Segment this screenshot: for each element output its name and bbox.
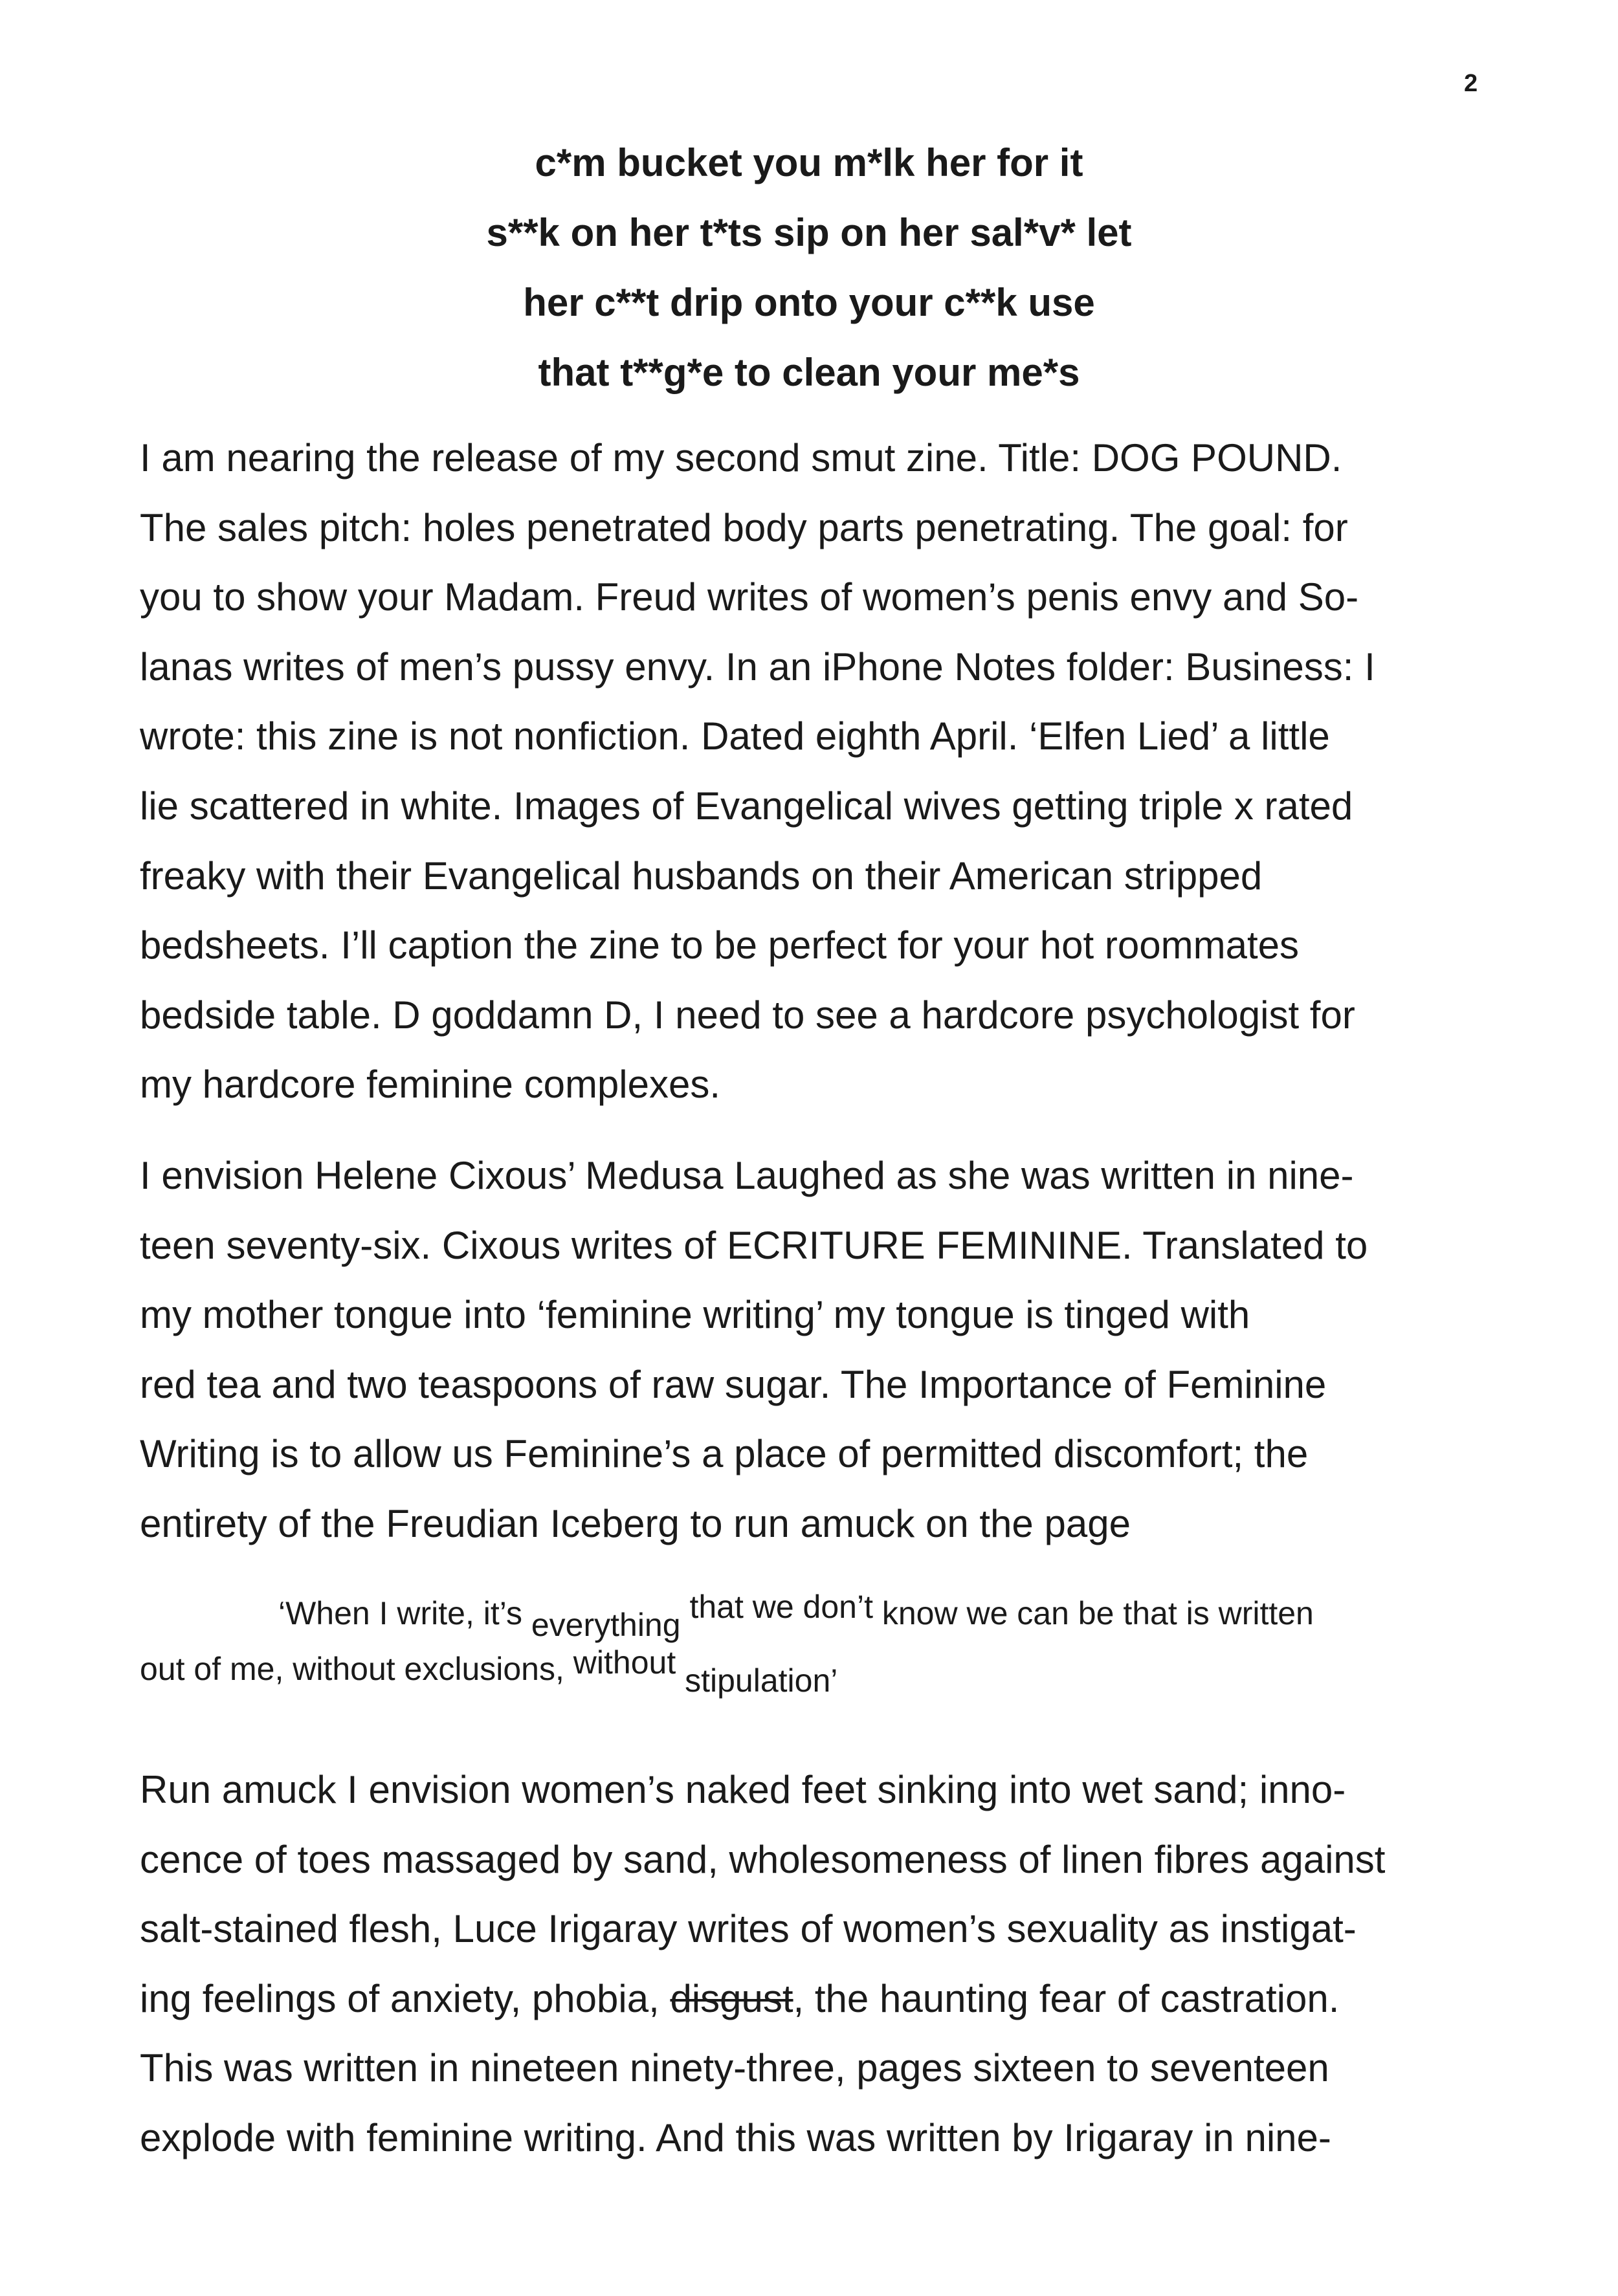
quote-text-lowered: stipulation’ <box>676 1662 838 1699</box>
text-line: Writing is to allow us Feminine’s a place of permitted discomfort; the <box>140 1432 1309 1476</box>
text-line: cence of toes massaged by sand, wholesomeness of linen fibres against <box>140 1837 1386 1881</box>
quote-text: out of me, without exclusions, <box>140 1651 573 1687</box>
page-number: 2 <box>1464 70 1478 97</box>
text-line: salt-stained flesh, Luce Irigaray writes of women’s sexuality as instigat- <box>140 1907 1357 1951</box>
paragraph-cixous <box>140 1141 1492 1559</box>
poem-line: c*m bucket you m*lk her for it <box>535 141 1083 184</box>
quote-text: know we can be that is written <box>872 1595 1314 1631</box>
paragraph-irigaray <box>140 1755 1492 2173</box>
poem-line: s**k on her t*ts sip on her sal*v* let <box>486 211 1132 254</box>
text-line: bedsheets. I’ll caption the zine to be perfect for your hot roommates <box>140 923 1299 967</box>
text-line: The sales pitch: holes penetrated body parts penetrating. The goal: for <box>140 505 1348 549</box>
text-line: entirety of the Freudian Iceberg to run amuck on the page <box>140 1501 1131 1545</box>
quote-text: ‘When I write, it’s <box>278 1595 531 1631</box>
text-segment: , the haunting fear of castration. <box>793 1976 1340 2020</box>
text-line <box>140 1964 1492 2034</box>
text-line: red tea and two teaspoons of raw sugar. The Importance of Feminine <box>140 1362 1327 1406</box>
text-line: wrote: this zine is not nonfiction. Dated eighth April. ‘Elfen Lied’ a little <box>140 714 1330 758</box>
text-line: lanas writes of men’s pussy envy. In an iPhone Notes folder: Business: I <box>140 645 1375 689</box>
quote-line <box>140 1644 838 1699</box>
quote-text-raised: that we don’t <box>680 1589 873 1625</box>
poem-line: that t**g*e to clean your me*s <box>538 351 1080 394</box>
text-line: Run amuck I envision women’s naked feet sinking into wet sand; inno- <box>140 1768 1346 1811</box>
text-line: bedside table. D goddamn D, I need to see a hardcore psychologist for <box>140 993 1355 1037</box>
quote-line <box>278 1589 1314 1643</box>
quote-text-raised: without <box>573 1644 676 1681</box>
poem-line: her c**t drip onto your c**k use <box>523 281 1095 324</box>
text-line: explode with feminine writing. And this was written by Irigaray in nine- <box>140 2115 1331 2159</box>
quote-text-lowered: everything <box>531 1607 681 1643</box>
text-line: lie scattered in white. Images of Evangelical wives getting triple x rated <box>140 784 1353 828</box>
text-line: teen seventy-six. Cixous writes of ECRITURE FEMININE. Translated to <box>140 1223 1368 1267</box>
text-line: my hardcore feminine complexes. <box>140 1063 721 1107</box>
text-segment: ing feelings of anxiety, phobia, <box>140 1976 670 2020</box>
paragraph-zine <box>140 423 1492 1120</box>
text-line: I am nearing the release of my second smut zine. Title: DOG POUND. <box>140 436 1342 480</box>
poem-stanza <box>0 128 1618 408</box>
text-line: my mother tongue into ‘feminine writing’ my tongue is tinged with <box>140 1293 1250 1337</box>
struck-word: disgust <box>670 1976 793 2020</box>
text-line: I envision Helene Cixous’ Medusa Laughed as she was written in nine- <box>140 1154 1354 1197</box>
text-line: you to show your Madam. Freud writes of women’s penis envy and So- <box>140 575 1359 619</box>
text-line: freaky with their Evangelical husbands on their American stripped <box>140 854 1263 898</box>
text-line: This was written in nineteen ninety-three, pages sixteen to seventeen <box>140 2046 1329 2090</box>
